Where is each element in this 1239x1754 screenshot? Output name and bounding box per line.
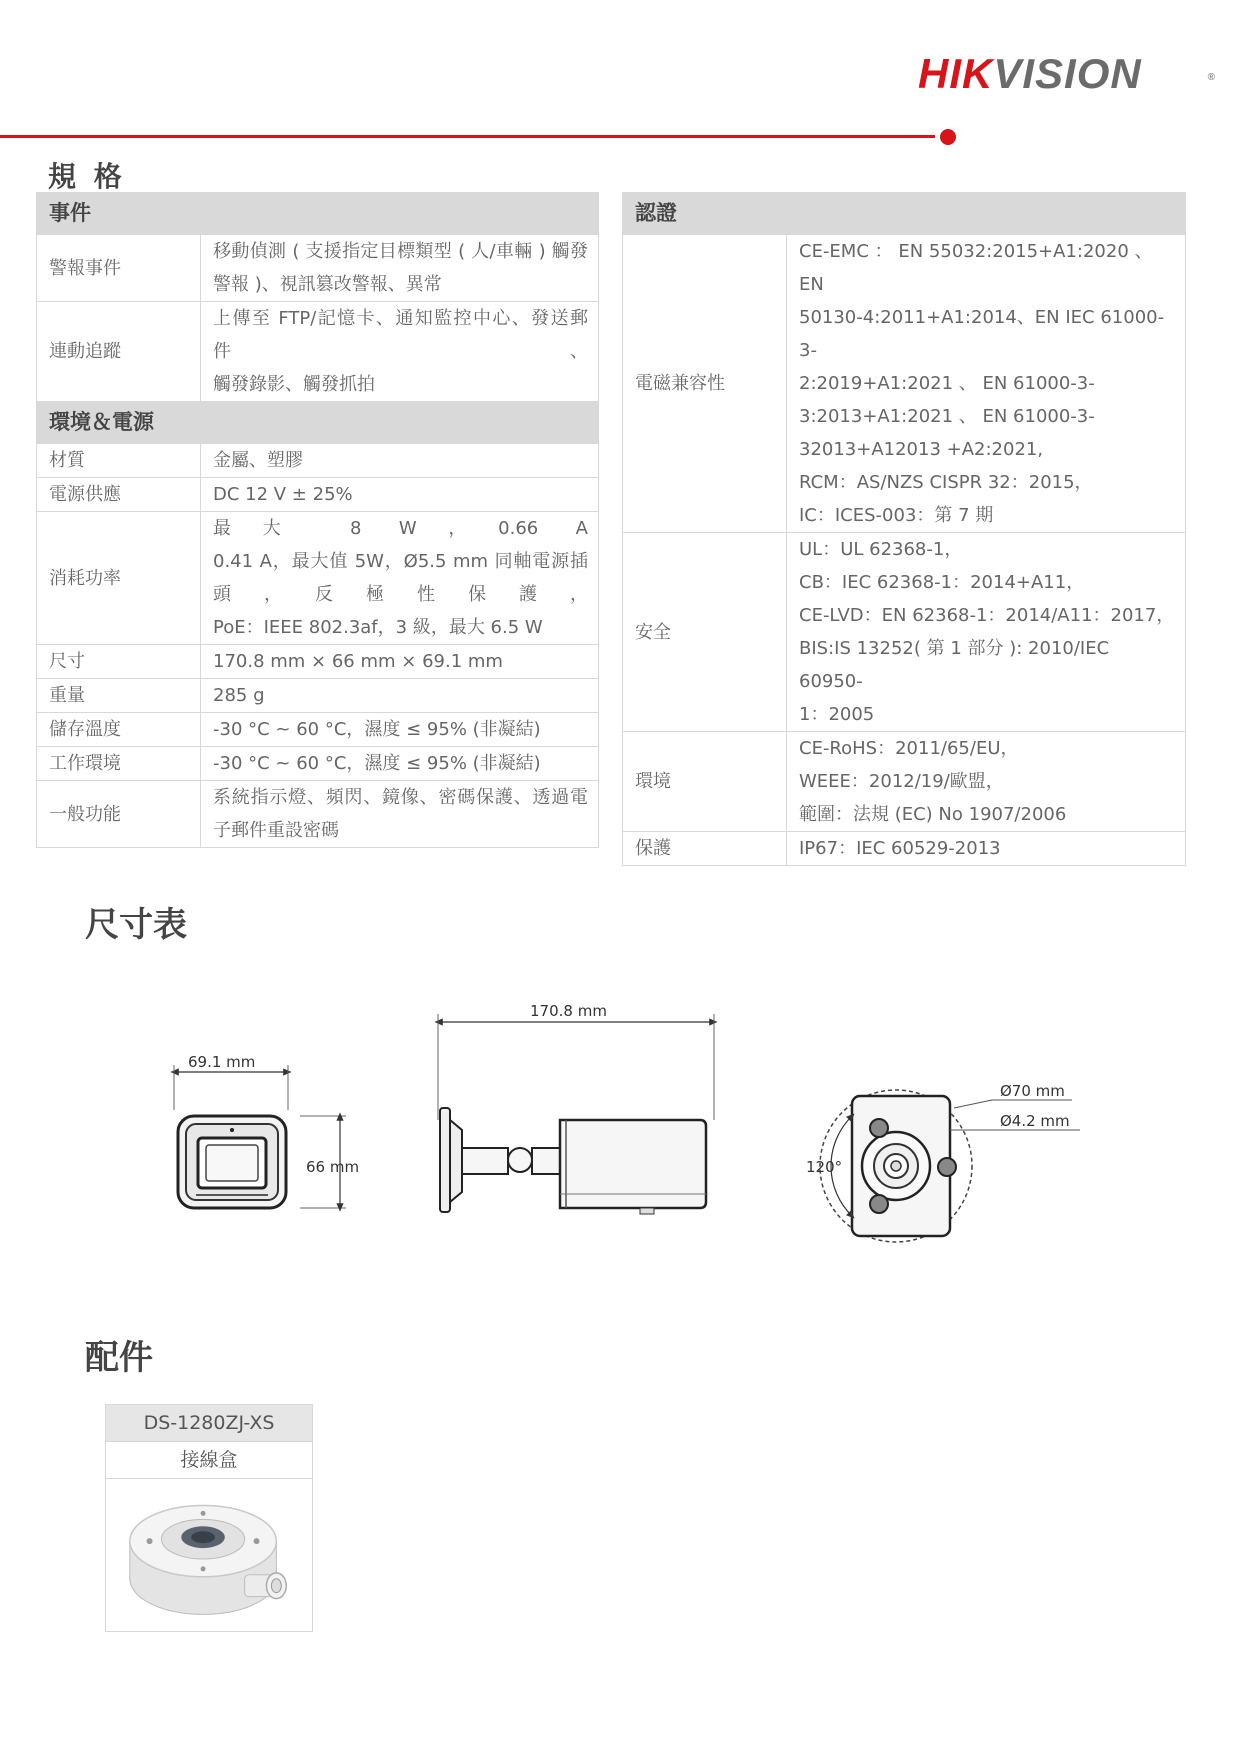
table-row <box>37 235 599 302</box>
outer-diameter-label: Ø70 mm <box>1000 1082 1065 1100</box>
spec-value <box>201 302 599 402</box>
spec-value <box>201 781 599 848</box>
table-row <box>37 781 599 848</box>
spec-key: 電磁兼容性 <box>623 235 787 533</box>
table-row <box>37 444 599 478</box>
header-red-dot <box>940 129 956 145</box>
spec-key: 重量 <box>37 679 201 713</box>
spec-value <box>787 832 1186 866</box>
spec-value <box>787 732 1186 832</box>
spec-value <box>787 533 1186 732</box>
table-row <box>623 533 1186 732</box>
spec-value-line: 子郵件重設密碼 <box>213 820 339 841</box>
width-label: 69.1 mm <box>188 1053 256 1071</box>
section-header-row <box>623 193 1186 235</box>
spec-value-line: 最大 8 W，0.66 A <box>213 518 588 539</box>
spec-value-line: IP67：IEC 60529-2013 <box>799 838 1001 859</box>
table-row <box>37 512 599 645</box>
spec-value <box>201 235 599 302</box>
side-view-drawing <box>438 1002 714 1214</box>
spec-value <box>201 747 599 781</box>
spec-key: 環境 <box>623 732 787 832</box>
height-label: 66 mm <box>306 1158 360 1176</box>
angle-label: 120° <box>806 1158 843 1176</box>
spec-value-line: 285 g <box>213 685 265 706</box>
spec-key: 保護 <box>623 832 787 866</box>
spec-value-line: PoE：IEEE 802.3af，3 級，最大 6.5 W <box>213 617 543 638</box>
spec-value-line: 0.41 A，最大值 5W，Ø5.5 mm 同軸電源插 <box>213 551 588 572</box>
spec-value-line: 觸發錄影、觸發抓拍 <box>213 374 375 395</box>
spec-value-line: 170.8 mm × 66 mm × 69.1 mm <box>213 651 503 672</box>
spec-value-line: UL：UL 62368-1， <box>799 539 963 560</box>
spec-value-line: 1：2005 <box>799 704 875 725</box>
spec-value-line: CE-EMC ： EN 55032:2015+A1:2020 、 EN <box>799 241 1153 295</box>
spec-value-line: 金屬、塑膠 <box>213 450 303 471</box>
section-header: 認證 <box>623 193 1186 235</box>
spec-value-line: 3:2013+A1:2021 、 EN 61000-3- <box>799 406 1095 427</box>
spec-value <box>201 444 599 478</box>
spec-value-line: CB：IEC 62368-1：2014+A11， <box>799 572 1085 593</box>
hole-diameter-label: Ø4.2 mm <box>1000 1112 1070 1130</box>
spec-value-line: -30 °C ~ 60 °C，濕度 ≤ 95% (非凝結) <box>213 753 541 774</box>
front-view-drawing <box>174 1053 359 1208</box>
spec-value-line: CE-LVD：EN 62368-1：2014/A11：2017， <box>799 605 1175 626</box>
spec-key: 電源供應 <box>37 478 201 512</box>
section-header: 環境＆電源 <box>37 402 599 444</box>
spec-value <box>201 478 599 512</box>
spec-value-line: RCM：AS/NZS CISPR 32：2015， <box>799 472 1093 493</box>
spec-value-line: 32013+A12013 +A2:2021, <box>799 439 1044 460</box>
table-row <box>37 302 599 402</box>
spec-value <box>787 235 1186 533</box>
spec-value-line: BIS:IS 13252( 第 1 部分 ): 2010/IEC 60950- <box>799 638 1110 692</box>
spec-value-line: IC：ICES-003：第 7 期 <box>799 505 994 526</box>
spec-table-left <box>36 192 599 848</box>
spec-value <box>201 713 599 747</box>
spec-value-line: CE-RoHS：2011/65/EU， <box>799 738 1019 759</box>
spec-key: 連動追蹤 <box>37 302 201 402</box>
spec-value-line: 警報 )、視訊篡改警報、異常 <box>213 274 442 295</box>
spec-value-line: 頭，反極性保護， <box>213 584 588 605</box>
spec-key: 消耗功率 <box>37 512 201 645</box>
spec-value-line: -30 °C ~ 60 °C，濕度 ≤ 95% (非凝結) <box>213 719 541 740</box>
junction-box-image <box>106 1479 312 1631</box>
spec-value-line: 移動偵測 ( 支援指定目標類型 ( 人/車輛 ) 觸發 <box>213 241 588 262</box>
spec-value-line: 上傳至 FTP/記憶卡、通知監控中心、發送郵件、 <box>213 308 588 362</box>
spec-key: 材質 <box>37 444 201 478</box>
table-row <box>37 679 599 713</box>
junction-box-illustration <box>106 1479 312 1631</box>
accessory-model: DS-1280ZJ-XS <box>106 1405 312 1442</box>
table-row <box>37 478 599 512</box>
header-red-line <box>0 135 935 138</box>
spec-value <box>201 512 599 645</box>
spec-value-line: 50130-4:2011+A1:2014、EN IEC 61000-3- <box>799 307 1165 361</box>
accessory-card <box>105 1404 313 1632</box>
section-header-row <box>37 193 599 235</box>
dimension-drawings-svg <box>0 980 1239 1270</box>
table-row <box>37 713 599 747</box>
dimension-drawings <box>0 980 1239 1270</box>
spec-key: 一般功能 <box>37 781 201 848</box>
mount-view-drawing <box>806 1082 1080 1242</box>
spec-key: 警報事件 <box>37 235 201 302</box>
spec-table-certification <box>622 192 1186 866</box>
section-header: 事件 <box>37 193 599 235</box>
page-title: 規 格 <box>48 160 126 193</box>
table-row <box>37 645 599 679</box>
accessories-title: 配件 <box>85 1338 153 1378</box>
spec-value <box>201 679 599 713</box>
spec-key: 尺寸 <box>37 645 201 679</box>
spec-value-line: WEEE：2012/19/歐盟， <box>799 771 1004 792</box>
spec-table-left-body <box>37 193 599 848</box>
spec-value-line: 範圍：法規 (EC) No 1907/2006 <box>799 804 1067 825</box>
dimensions-title: 尺寸表 <box>85 905 187 945</box>
table-row <box>623 235 1186 533</box>
length-label: 170.8 mm <box>530 1002 607 1020</box>
hikvision-logo: HIKVISION ® <box>918 50 1216 97</box>
spec-key: 工作環境 <box>37 747 201 781</box>
table-row <box>623 732 1186 832</box>
spec-value-line: 系統指示燈、頻閃、鏡像、密碼保護、透過電 <box>213 787 588 808</box>
spec-table-right-body <box>623 193 1186 866</box>
accessory-name: 接線盒 <box>106 1442 312 1479</box>
spec-value-line: DC 12 V ± 25% <box>213 484 353 505</box>
spec-key: 安全 <box>623 533 787 732</box>
table-row <box>623 832 1186 866</box>
table-row <box>37 747 599 781</box>
spec-key: 儲存溫度 <box>37 713 201 747</box>
spec-value-line: 2:2019+A1:2021 、 EN 61000-3- <box>799 373 1095 394</box>
spec-value <box>201 645 599 679</box>
section-header-row <box>37 402 599 444</box>
